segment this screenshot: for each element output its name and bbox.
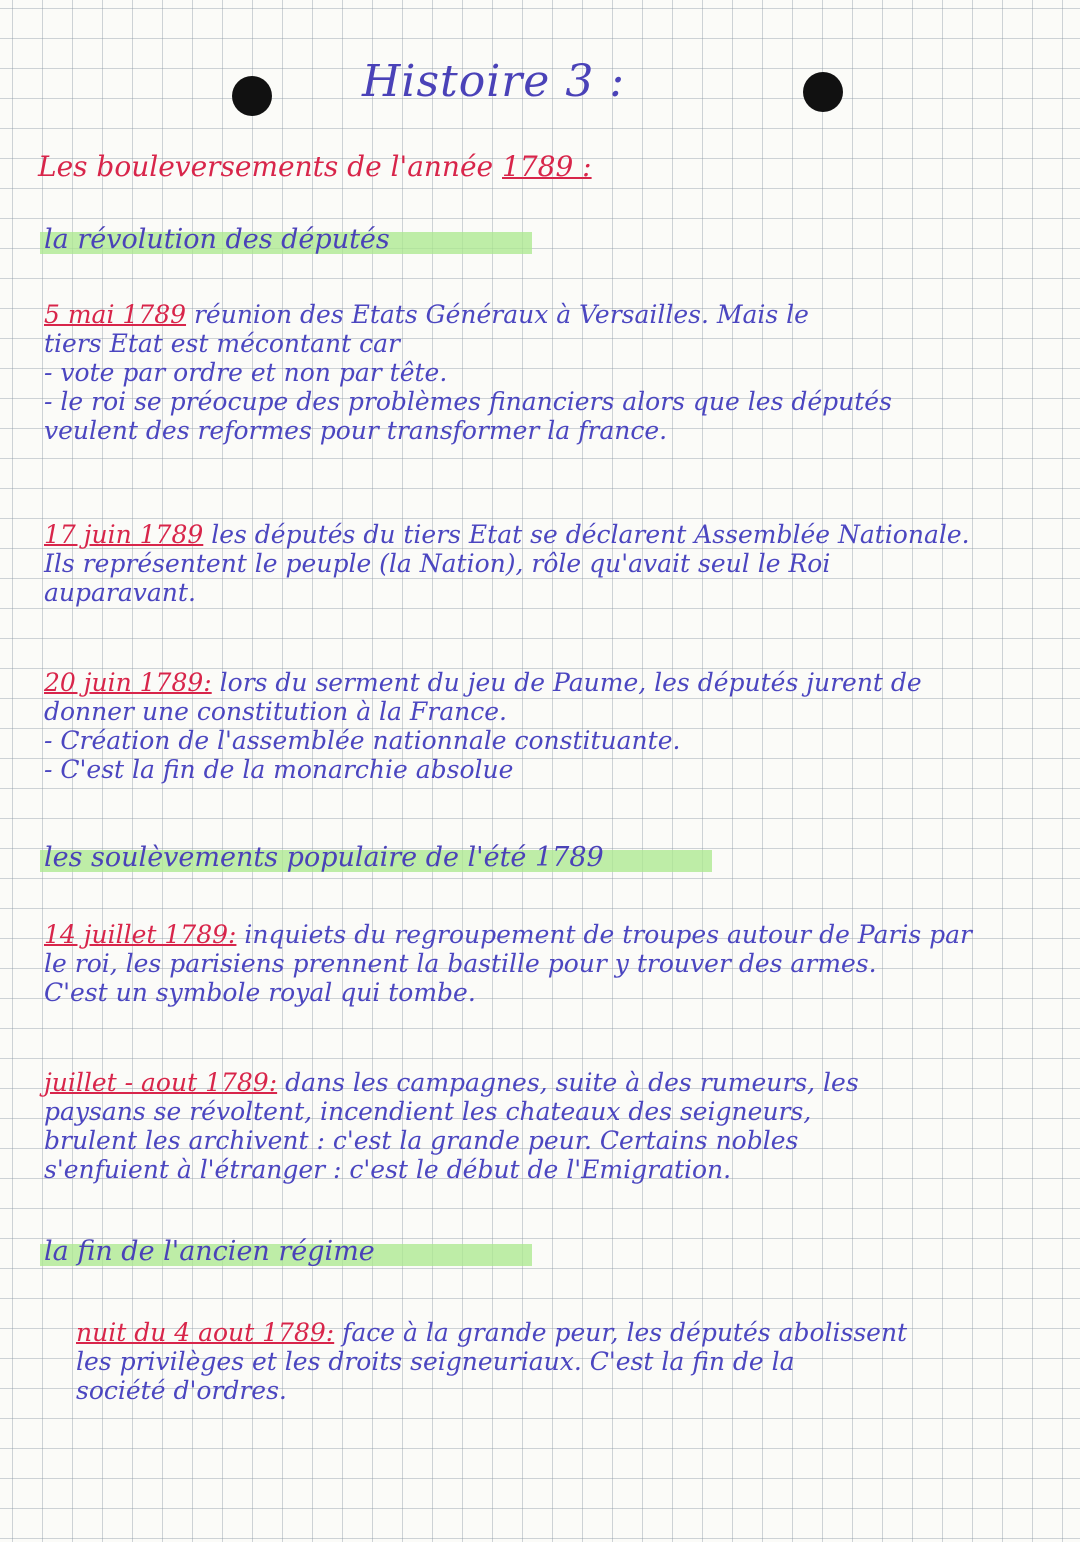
paragraph-line: - C'est la fin de la monarchie absolue (44, 755, 514, 784)
section-heading-2: les soulèvements populaire de l'été 1789 (44, 842, 604, 873)
paragraph-line: veulent des reformes pour transformer la france. (44, 416, 668, 445)
paragraph-line: nuit du 4 aout 1789: face à la grande peur, les députés abolissent (76, 1318, 908, 1347)
paragraph-line: juillet - aout 1789: dans les campagnes, suite à des rumeurs, les (44, 1068, 859, 1097)
paragraph-20-juin (44, 668, 922, 784)
paragraph-line: - le roi se préocupe des problèmes financiers alors que les députés (44, 387, 892, 416)
paragraph-17-juin (44, 520, 970, 607)
paragraph-line: paysans se révoltent, incendient les chateaux des seigneurs, (44, 1097, 812, 1126)
paragraph-line: le roi, les parisiens prennent la bastille pour y trouver des armes. (44, 949, 877, 978)
paragraph-line: Ils représentent le peuple (la Nation), rôle qu'avait seul le Roi (44, 549, 831, 578)
date-label: juillet - aout 1789: (44, 1068, 278, 1097)
paragraph-line: - Création de l'assemblée nationnale constituante. (44, 726, 681, 755)
paragraph-line: société d'ordres. (76, 1376, 287, 1405)
paragraph-line: s'enfuient à l'étranger : c'est le début de l'Emigration. (44, 1155, 732, 1184)
punch-hole-left (232, 76, 272, 116)
paragraph-line: 17 juin 1789 les députés du tiers Etat se déclarent Assemblée Nationale. (44, 520, 970, 549)
punch-hole-right (803, 72, 843, 112)
chapter-text: Les bouleversements de l'année (38, 150, 503, 183)
date-label: 5 mai 1789 (44, 300, 187, 329)
paragraph-line: les privilèges et les droits seigneuriaux. C'est la fin de la (76, 1347, 795, 1376)
section-heading-3: la fin de l'ancien régime (44, 1236, 375, 1267)
paragraph-line: - vote par ordre et non par tête. (44, 358, 448, 387)
paragraph-line: auparavant. (44, 578, 196, 607)
paragraph-line: tiers Etat est mécontant car (44, 329, 400, 358)
paragraph-4-aout (76, 1318, 907, 1405)
page-title: Histoire 3 : (362, 56, 626, 107)
paragraph-line: 20 juin 1789: lors du serment du jeu de Paume, les députés jurent de (44, 668, 922, 697)
section-heading-1: la révolution des députés (44, 224, 390, 255)
paragraph-5-mai (44, 300, 892, 445)
date-label: 17 juin 1789 (44, 520, 204, 549)
chapter-year: 1789 : (502, 150, 592, 183)
paragraph-line: 5 mai 1789 réunion des Etats Généraux à Versailles. Mais le (44, 300, 809, 329)
paragraph-line: C'est un symbole royal qui tombe. (44, 978, 476, 1007)
date-label: 20 juin 1789: (44, 668, 212, 697)
date-label: 14 juillet 1789: (44, 920, 237, 949)
paragraph-14-juillet (44, 920, 972, 1007)
paragraph-line: 14 juillet 1789: inquiets du regroupement de troupes autour de Paris par (44, 920, 972, 949)
paragraph-juillet-aout (44, 1068, 859, 1184)
chapter-heading (38, 150, 592, 183)
paragraph-line: brulent les archivent : c'est la grande peur. Certains nobles (44, 1126, 799, 1155)
paragraph-line: donner une constitution à la France. (44, 697, 507, 726)
date-label: nuit du 4 aout 1789: (76, 1318, 335, 1347)
